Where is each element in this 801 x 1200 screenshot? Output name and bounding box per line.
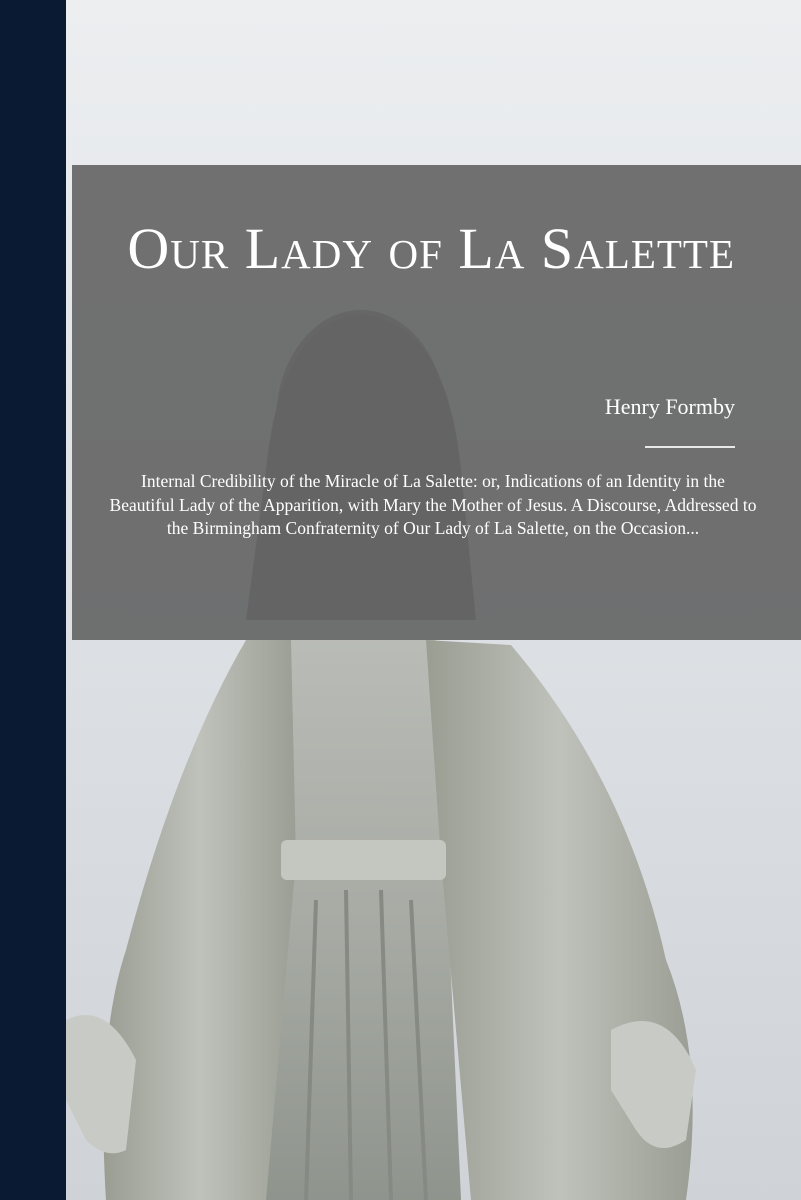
statue-sash [281, 840, 446, 880]
book-author: Henry Formby [604, 394, 735, 419]
cover-spine [0, 0, 66, 1200]
statue-mantle-left [104, 640, 297, 1200]
book-title: Our Lady of La Salette [127, 216, 735, 281]
divider-rule [645, 446, 735, 448]
book-subtitle: Internal Credibility of the Miracle of La Salette: or, Indications of an Identity in the Beautiful Lady of the Apparition, with Mary the Mother of Jesus. A Discourse, Addressed to the Birmingham Confraternity of Our Lady of La Salette, on the Occasion... [109, 471, 757, 538]
